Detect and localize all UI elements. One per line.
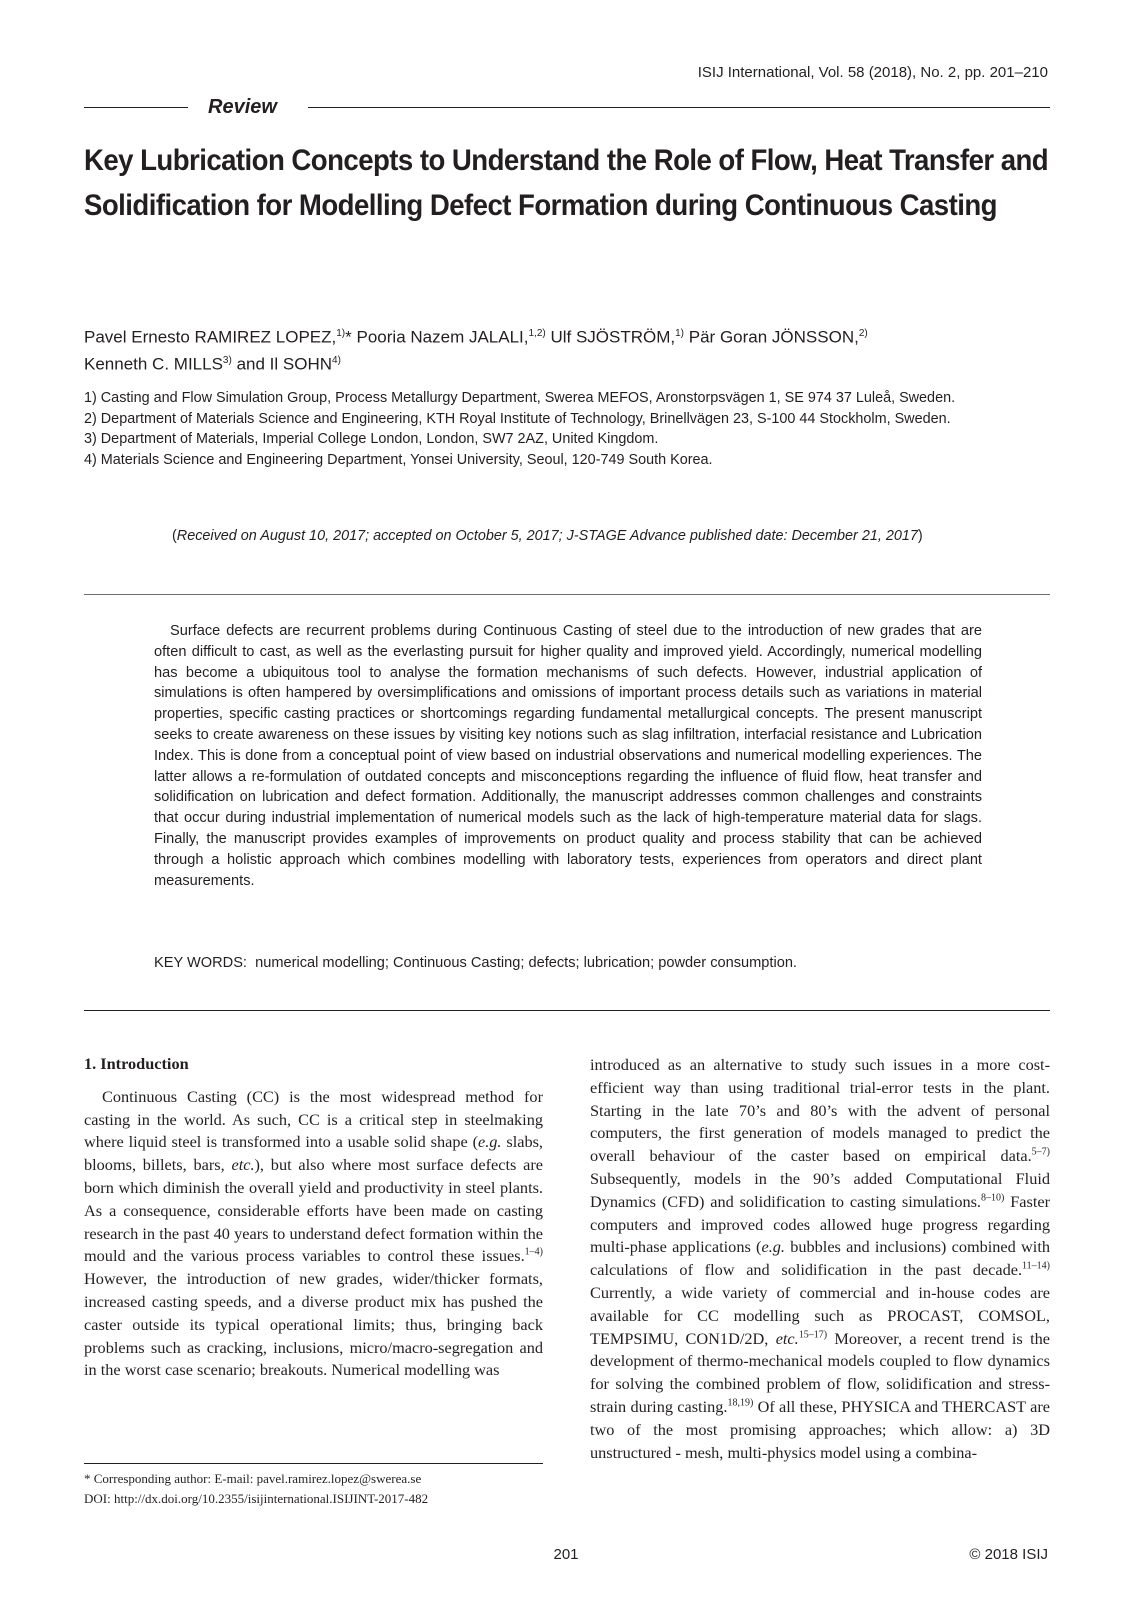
author-connector: and	[236, 354, 265, 374]
rule-right	[308, 107, 1050, 108]
text-run: Moreover, a recent trend is the development of thermo-mechanical models coupled to flow dynamics for solving the combined problem of flow, solidification and stress-strain during casting.	[590, 1328, 1050, 1416]
text-run: However, the introduction of new grades, wider/thicker formats, increased casting speeds, and a diverse product mix has pushed the caster outside its typical operational limits; thus, bringing back problems such as cracking, inclusions, micro/macro-segregation and in the worst case scenario; breakouts. Numerical modelling was	[84, 1269, 543, 1380]
text-run: etc.	[231, 1155, 255, 1175]
body-paragraph	[590, 1054, 1050, 1464]
text-run: e.g.	[478, 1132, 502, 1152]
text-run: ), but also where most surface defects are born which diminish the overall yield and productivity in steel plants. As a consequence, considerable efforts have been made on casting research in the past 40 years to understand defect formation within the mould and the various process variables to control these issues.	[84, 1155, 543, 1266]
affiliation: 4) Materials Science and Engineering Department, Yonsei University, Seoul, 120-749 South Korea.	[84, 451, 713, 468]
page-number: 201	[553, 1546, 579, 1563]
paren-close: )	[917, 528, 923, 544]
text-run: e.g.	[761, 1237, 785, 1257]
author-name: Pär Goran JÖNSSON,	[688, 327, 859, 347]
author-name: Pooria Nazem JALALI,	[356, 327, 529, 347]
affiliation: 3) Department of Materials, Imperial College London, London, SW7 2AZ, United Kingdom.	[84, 431, 659, 447]
received-text: Received on August 10, 2017; accepted on October 5, 2017; J-STAGE Advance published date: December 21, 2017	[176, 528, 918, 544]
body-paragraph	[84, 1086, 543, 1382]
divider	[84, 1010, 1050, 1011]
affiliations	[84, 388, 1050, 470]
doi-note: DOI: http://dx.doi.org/10.2355/isijinternational.ISIJINT-2017-482	[84, 1491, 429, 1506]
author-affil-mark: 2)	[858, 328, 868, 339]
author-name: Ulf SJÖSTRÖM,	[550, 327, 676, 347]
author-name: Pavel Ernesto RAMIREZ LOPEZ,	[84, 327, 337, 347]
received-dates	[172, 526, 962, 547]
footnotes	[84, 1469, 543, 1509]
paper-title: Key Lubrication Concepts to Understand the Role of Flow, Heat Transfer and Solidification for Modelling Defect Formation during Continuous Casting	[84, 144, 1049, 222]
text-run: Subsequently, models in the 90’s added Computational Fluid Dynamics (CFD) and solidification to casting simulations.	[590, 1168, 1050, 1211]
corresponding-author-note: * Corresponding author: E-mail: pavel.ramirez.lopez@swerea.se	[84, 1471, 422, 1486]
keywords-text: numerical modelling; Continuous Casting; defects; lubrication; powder consumption.	[255, 955, 797, 971]
paren-open: (	[172, 528, 177, 544]
text-run: etc.	[775, 1328, 799, 1348]
author-affil-mark: 1)	[675, 328, 685, 339]
body-column-right	[590, 1054, 1050, 1464]
section-label-row	[84, 96, 1050, 120]
author-affil-mark: 4)	[332, 354, 341, 366]
footnote-rule	[84, 1463, 543, 1464]
author-affil-mark: 1,2)	[528, 328, 546, 339]
citation: 11–14)	[1022, 1260, 1050, 1272]
divider	[84, 594, 1050, 595]
citation: 5–7)	[1031, 1146, 1050, 1158]
author-name: Kenneth C. MILLS	[84, 354, 223, 374]
journal-reference: ISIJ International, Vol. 58 (2018), No. 2, pp. 201–210	[697, 64, 1048, 81]
rule-left	[84, 107, 188, 108]
text-run: introduced as an alternative to study such issues in a more cost-efficient way than using traditional trial-error tests in the plant. Starting in the late 70’s and 80’s with the advent of personal computers, the first generation of models managed to predict the overall behaviour of the caster based on empirical data.	[590, 1055, 1050, 1166]
author-name: Il SOHN	[269, 354, 333, 374]
keywords-label: KEY WORDS:	[154, 955, 247, 971]
author-affil-mark: 1)	[336, 328, 346, 339]
citation: 15–17)	[798, 1329, 828, 1341]
author-list	[84, 322, 1050, 375]
body-column-left	[84, 1053, 543, 1382]
text-run: Currently, a wide variety of commercial and in-house codes are available for CC modelling such as PROCAST, COMSOL, TEMPSIMU, CON1D/2D,	[590, 1282, 1050, 1348]
abstract: Surface defects are recurrent problems during Continuous Casting of steel due to the introduction of new grades that are often difficult to cast, as well as the everlasting pursuit for higher quality and improved yield. Accordingly, numerical modelling has become a ubiquitous tool to analyse the formation mechanisms of such defects. However, industrial application of simulations is often hampered by oversimplifications and omissions of important process details such as variations in material properties, specific casting practices or shortcomings regarding fundamental metallurgical concepts. The present manuscript seeks to create awareness on these issues by visiting key notions such as slag infiltration, interfacial resistance and Lubrication Index. This is done from a conceptual point of view based on industrial observations and numerical modelling experiences. The latter allows a re-formulation of outdated concepts and misconceptions regarding the influence of fluid flow, heat transfer and solidification on lubrication and defect formation. Additionally, the manuscript addresses common challenges and constraints that occur during industrial implementation of numerical models such as the lack of high-temperature material data for slags. Finally, the manuscript provides examples of improvements on product quality and process stability that can be achieved through a holistic approach which combines modelling with laboratory tests, experiences from operators and direct plant measurements.	[154, 623, 982, 889]
author-affil-mark: 3)	[222, 354, 232, 366]
keywords	[154, 953, 982, 973]
text-run: Of all these, PHYSICA and THERCAST are two of the most promising approaches; which allow: a) 3D unstructured - mesh, multi-physics model using a combina-	[590, 1396, 1050, 1462]
copyright: © 2018 ISIJ	[969, 1546, 1048, 1563]
affiliation: 1) Casting and Flow Simulation Group, Process Metallurgy Department, Swerea MEFOS, Aronstorpsvägen 1, SE 974 37 Luleå, Sweden.	[84, 390, 956, 406]
text-run: Faster computers and improved codes allowed huge progress regarding multi-phase applications (	[590, 1191, 1051, 1257]
text-run: slabs, blooms, billets, bars,	[84, 1132, 544, 1175]
affiliation: 2) Department of Materials Science and Engineering, KTH Royal Institute of Technology, Brinellvägen 23, S-100 44 Stockholm, Sweden.	[84, 410, 951, 427]
citation: 8–10)	[981, 1192, 1005, 1204]
text-run: bubbles and inclusions) combined with calculations of flow and solidification in the past decade.	[590, 1237, 1050, 1280]
citation: 1–4)	[524, 1246, 543, 1258]
section-heading: 1. Introduction	[84, 1054, 189, 1073]
text-run: Continuous Casting (CC) is the most widespread method for casting in the world. As such, CC is a critical step in steelmaking where liquid steel is transformed into a usable solid shape (	[84, 1086, 543, 1152]
section-label: Review	[208, 96, 277, 118]
citation: 18,19)	[727, 1397, 754, 1409]
corresponding-mark: *	[345, 327, 352, 347]
